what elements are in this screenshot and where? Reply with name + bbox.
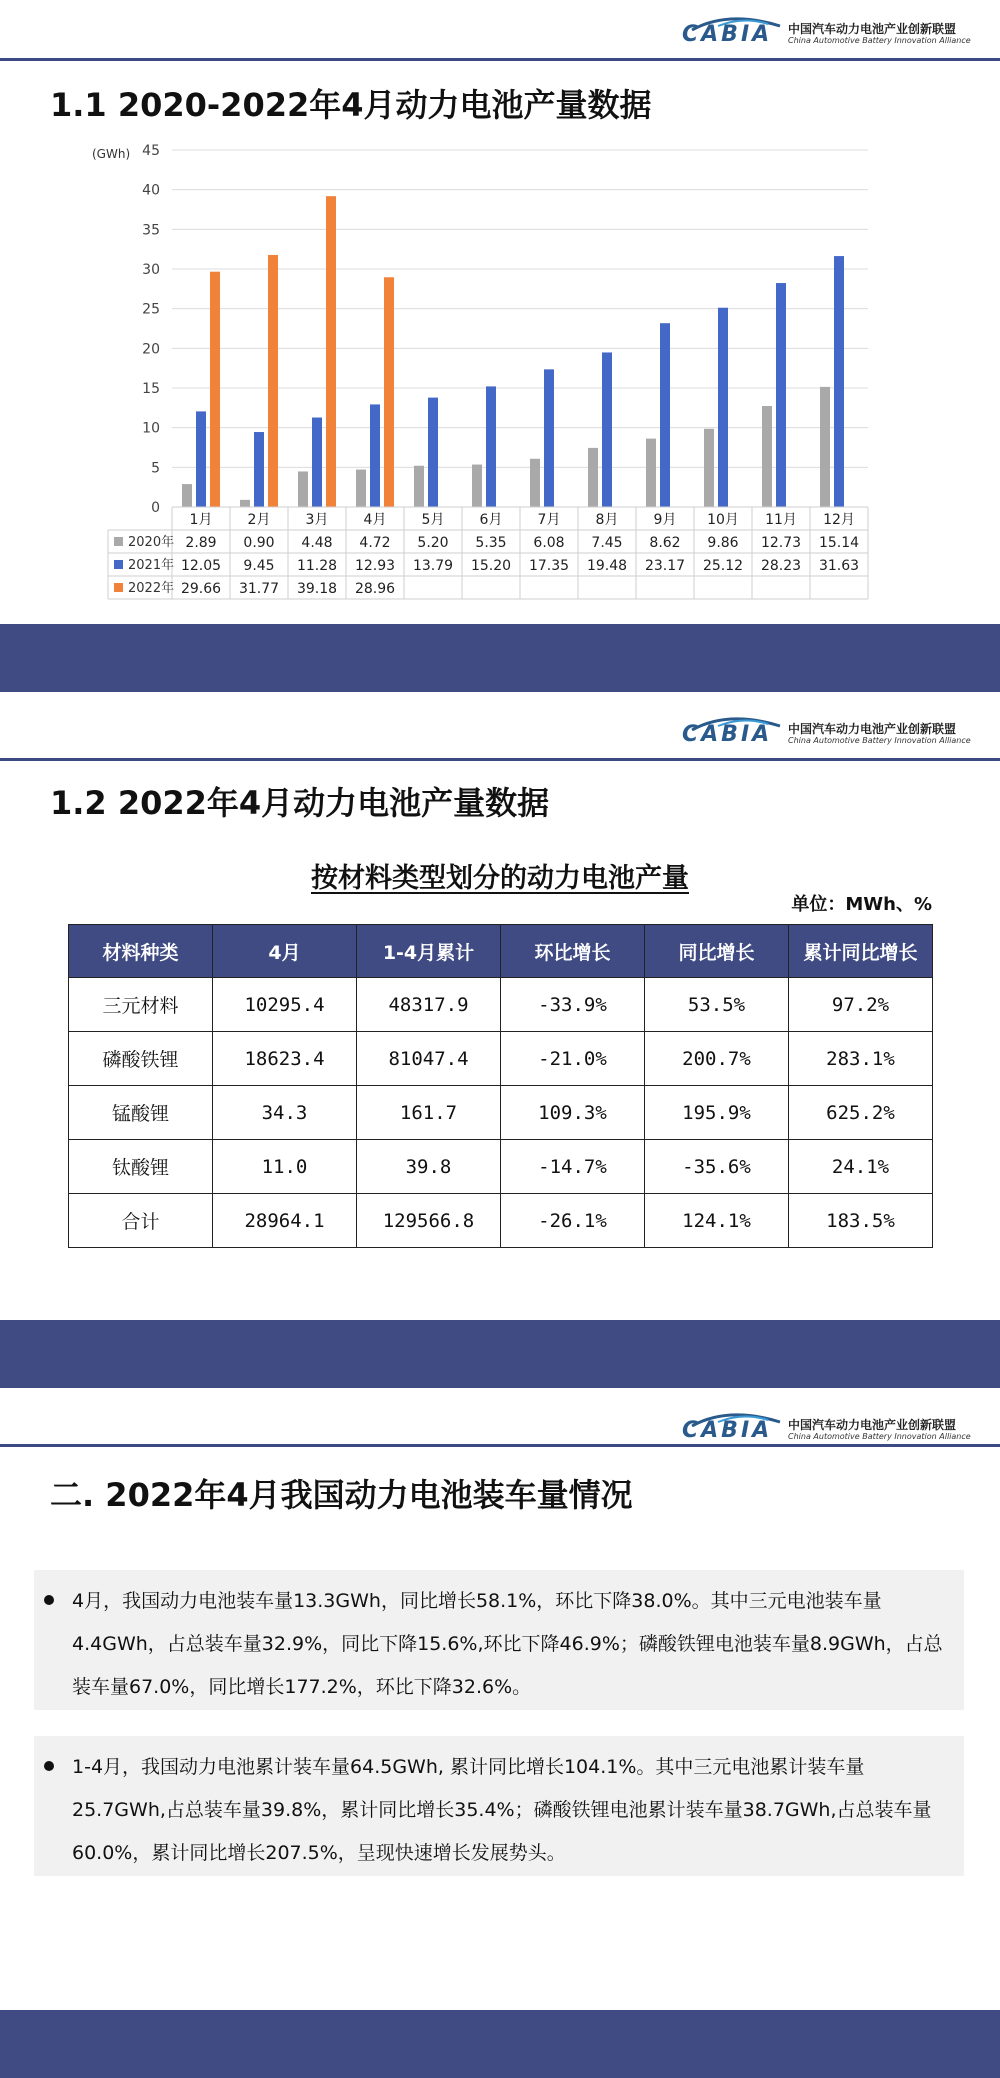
data-label: 15.20 xyxy=(470,558,512,574)
table-cell: 109.3% xyxy=(501,1086,645,1140)
col-header: 1-4月累计 xyxy=(357,925,501,978)
data-label: 39.18 xyxy=(296,581,338,597)
data-label: 13.79 xyxy=(412,558,454,574)
data-label: 4.72 xyxy=(359,535,391,551)
table-title: 按材料类型划分的动力电池产量 xyxy=(311,863,689,894)
legend-label: 2022年 xyxy=(128,581,175,596)
bar-2020年 xyxy=(356,470,366,507)
y-tick-label: 5 xyxy=(151,460,160,477)
table-row xyxy=(69,1032,933,1086)
cabia-logo xyxy=(682,14,971,58)
slide-installation xyxy=(0,1396,1000,2078)
col-header: 累计同比增长 xyxy=(789,925,933,978)
table-cell: 195.9% xyxy=(645,1086,789,1140)
logo-name-cn: 中国汽车动力电池产业创新联盟 xyxy=(788,1418,957,1432)
data-label: 17.35 xyxy=(528,558,570,574)
data-label: 19.48 xyxy=(586,558,628,574)
bar-2020年 xyxy=(182,484,192,507)
data-label: 28.23 xyxy=(760,558,802,574)
bar-2022年 xyxy=(384,277,394,507)
table-cell: 39.8 xyxy=(357,1140,501,1194)
x-tick-label: 10月 xyxy=(707,512,739,528)
data-label: 12.73 xyxy=(760,535,802,551)
header-divider xyxy=(0,758,1000,761)
table-cell: 200.7% xyxy=(645,1032,789,1086)
bar-2020年 xyxy=(240,500,250,507)
y-tick-label: 35 xyxy=(142,222,160,239)
x-tick-label: 11月 xyxy=(765,512,797,528)
data-label: 2.89 xyxy=(185,535,217,551)
table-cell: 锰酸锂 xyxy=(69,1086,213,1140)
data-label: 6.08 xyxy=(533,535,565,551)
bar-2020年 xyxy=(298,471,308,507)
footer-band xyxy=(0,1320,1000,1388)
data-label: 12.05 xyxy=(180,558,222,574)
bar-2021年 xyxy=(660,323,670,507)
bar-2021年 xyxy=(718,308,728,507)
data-label: 11.28 xyxy=(296,558,338,574)
logo-name-en: China Automotive Battery Innovation Alliance xyxy=(788,1432,971,1441)
table-cell: 97.2% xyxy=(789,978,933,1032)
y-tick-label: 45 xyxy=(142,143,160,159)
table-cell: 129566.8 xyxy=(357,1194,501,1248)
bullet-item xyxy=(34,1570,964,1710)
data-label: 29.66 xyxy=(180,581,222,597)
data-label: 31.63 xyxy=(818,558,860,574)
legend-swatch xyxy=(114,537,123,546)
table-cell: 合计 xyxy=(69,1194,213,1248)
data-label: 7.45 xyxy=(591,535,623,551)
table-cell: 24.1% xyxy=(789,1140,933,1194)
bar-2021年 xyxy=(370,404,380,507)
x-tick-label: 6月 xyxy=(479,512,503,528)
bar-2020年 xyxy=(588,448,598,507)
x-tick-label: 5月 xyxy=(421,512,445,528)
bar-2020年 xyxy=(704,429,714,507)
x-tick-label: 1月 xyxy=(189,512,213,528)
logo-name-cn: 中国汽车动力电池产业创新联盟 xyxy=(788,22,957,36)
col-header: 材料种类 xyxy=(69,925,213,978)
table-cell: 三元材料 xyxy=(69,978,213,1032)
bullet-text: 4月，我国动力电池装车量13.3GWh，同比增长58.1%，环比下降38.0%。其中三元电池装车量4.4GWh，占总装车量32.9%，同比下降15.6%,环比下降46.9%；磷酸铁锂电池装车量8.9GWh，占总装车量67.0%，同比增长177.2%，环比下降32.6%。 xyxy=(72,1590,943,1698)
x-tick-label: 3月 xyxy=(305,512,329,528)
logo-name-en: China Automotive Battery Innovation Alliance xyxy=(788,36,971,45)
x-tick-label: 8月 xyxy=(595,512,619,528)
data-label: 28.96 xyxy=(354,581,396,597)
data-label: 5.35 xyxy=(475,535,507,551)
bar-2021年 xyxy=(776,283,786,507)
bar-2020年 xyxy=(762,406,772,507)
data-label: 5.20 xyxy=(417,535,449,551)
page-title: 1.2 2022年4月动力电池产量数据 xyxy=(50,784,550,822)
y-tick-label: 25 xyxy=(142,301,160,318)
unit-label: 单位：MWh、% xyxy=(791,894,932,915)
y-tick-label: 30 xyxy=(142,262,160,278)
bar-2020年 xyxy=(414,466,424,507)
bar-2021年 xyxy=(602,352,612,507)
bar-2021年 xyxy=(544,369,554,507)
data-label: 4.48 xyxy=(301,535,333,551)
legend-swatch xyxy=(114,560,123,569)
table-row xyxy=(69,1194,933,1248)
data-label: 12.93 xyxy=(354,558,396,574)
data-label: 25.12 xyxy=(702,558,744,574)
legend-label: 2020年 xyxy=(128,535,175,550)
table-cell: -21.0% xyxy=(501,1032,645,1086)
legend-label: 2021年 xyxy=(128,558,175,573)
bar-2021年 xyxy=(834,256,844,507)
x-tick-label: 12月 xyxy=(823,512,855,528)
page-title: 1.1 2020-2022年4月动力电池产量数据 xyxy=(50,86,652,124)
header-divider xyxy=(0,1444,1000,1447)
table-cell: 10295.4 xyxy=(213,978,357,1032)
table-cell: 28964.1 xyxy=(213,1194,357,1248)
header-divider xyxy=(0,58,1000,61)
bullet-text: 1-4月，我国动力电池累计装车量64.5GWh, 累计同比增长104.1%。其中三元电池累计装车量25.7GWh,占总装车量39.8%，累计同比增长35.4%；磷酸铁锂电池累计装车量38.7GWh,占总装车量60.0%，累计同比增长207.5%，呈现快速增长发展势头。 xyxy=(72,1756,932,1864)
data-label: 8.62 xyxy=(649,535,681,551)
bar-2022年 xyxy=(268,255,278,507)
logo-name-en: China Automotive Battery Innovation Alliance xyxy=(788,736,971,745)
y-tick-label: 0 xyxy=(151,500,160,516)
table-cell: -35.6% xyxy=(645,1140,789,1194)
data-label: 15.14 xyxy=(818,535,860,551)
table-cell: -26.1% xyxy=(501,1194,645,1248)
logo-mark: CABIA xyxy=(682,22,773,47)
bar-2020年 xyxy=(472,465,482,507)
bullet-item xyxy=(34,1736,964,1876)
col-header: 同比增长 xyxy=(645,925,789,978)
table-row xyxy=(69,1086,933,1140)
table-cell: 磷酸铁锂 xyxy=(69,1032,213,1086)
table-cell: -14.7% xyxy=(501,1140,645,1194)
logo-mark: CABIA xyxy=(682,722,773,747)
y-tick-label: 10 xyxy=(142,420,160,437)
x-tick-label: 2月 xyxy=(247,512,271,528)
y-axis-label: (GWh) xyxy=(92,147,131,161)
table-cell: 124.1% xyxy=(645,1194,789,1248)
x-tick-label: 9月 xyxy=(653,512,677,528)
footer-band xyxy=(0,2010,1000,2078)
page-title: 二. 2022年4月我国动力电池装车量情况 xyxy=(50,1476,633,1514)
footer-band xyxy=(0,624,1000,692)
data-label: 23.17 xyxy=(644,558,686,574)
table-cell: -33.9% xyxy=(501,978,645,1032)
cabia-logo xyxy=(682,1410,971,1454)
y-tick-label: 15 xyxy=(142,381,160,397)
bar-2022年 xyxy=(326,196,336,507)
x-tick-label: 7月 xyxy=(537,512,561,528)
bar-2021年 xyxy=(196,411,206,507)
table-cell: 625.2% xyxy=(789,1086,933,1140)
table-cell: 81047.4 xyxy=(357,1032,501,1086)
logo-mark: CABIA xyxy=(682,1418,773,1443)
bar-2020年 xyxy=(530,459,540,507)
logo-name-cn: 中国汽车动力电池产业创新联盟 xyxy=(788,722,957,736)
data-label: 31.77 xyxy=(238,581,280,597)
bar-2020年 xyxy=(646,439,656,507)
slide-material-table xyxy=(0,700,1000,1388)
table-cell: 34.3 xyxy=(213,1086,357,1140)
bar-2021年 xyxy=(254,432,264,507)
slide-production-trend xyxy=(0,0,1000,692)
table-row xyxy=(69,978,933,1032)
table-header-row xyxy=(69,925,933,978)
material-table xyxy=(68,924,933,1248)
table-cell: 283.1% xyxy=(789,1032,933,1086)
table-cell: 11.0 xyxy=(213,1140,357,1194)
table-cell: 48317.9 xyxy=(357,978,501,1032)
table-cell: 183.5% xyxy=(789,1194,933,1248)
col-header: 环比增长 xyxy=(501,925,645,978)
production-bar-chart xyxy=(0,140,1000,610)
data-label: 0.90 xyxy=(243,535,275,551)
table-cell: 18623.4 xyxy=(213,1032,357,1086)
bullet-dot-icon xyxy=(44,1595,54,1605)
bar-2021年 xyxy=(312,418,322,507)
y-tick-label: 20 xyxy=(142,341,160,358)
bullet-dot-icon xyxy=(44,1761,54,1771)
table-cell: 钛酸锂 xyxy=(69,1140,213,1194)
data-label: 9.86 xyxy=(707,535,739,551)
bar-2021年 xyxy=(486,386,496,507)
bar-2021年 xyxy=(428,398,438,507)
bar-2022年 xyxy=(210,272,220,507)
table-cell: 53.5% xyxy=(645,978,789,1032)
legend-swatch xyxy=(114,583,123,592)
data-label: 9.45 xyxy=(243,558,275,574)
bar-2020年 xyxy=(820,387,830,507)
cabia-logo xyxy=(682,714,971,758)
col-header: 4月 xyxy=(213,925,357,978)
y-tick-label: 40 xyxy=(142,182,160,199)
x-tick-label: 4月 xyxy=(363,512,387,528)
table-cell: 161.7 xyxy=(357,1086,501,1140)
table-row xyxy=(69,1140,933,1194)
